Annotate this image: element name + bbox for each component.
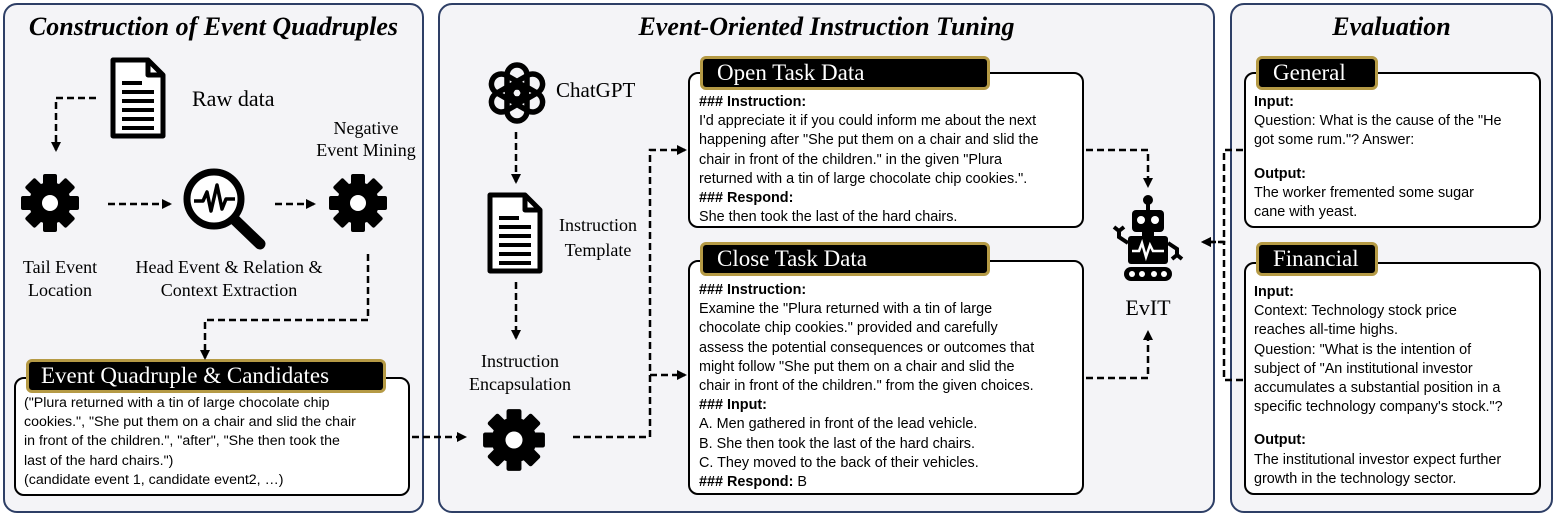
arrow-raw-to-tail [56, 98, 96, 150]
close-instruction-line-5: chair in front of the children." from the given choices. [699, 378, 1034, 395]
financial-output-line-2: growth in the technology sector. [1254, 470, 1457, 487]
instruction-template-label-1: Instruction [559, 215, 637, 235]
quad-line-5: (candidate event 1, candidate event2, …) [24, 471, 284, 488]
construction-title: Construction of Event Quadruples [28, 12, 399, 41]
tail-event-label-2: Location [28, 280, 92, 300]
instruction-tuning-title: Event-Oriented Instruction Tuning [638, 12, 1015, 41]
negative-mining-label-1: Negative [333, 118, 399, 138]
close-option-c: C. They moved to the back of their vehicles. [699, 454, 979, 471]
financial-input-line-1: Context: Technology stock price [1254, 303, 1457, 320]
financial-input-line-5: accumulates a substantial position in a [1254, 380, 1501, 397]
tail-event-label-1: Tail Event [22, 257, 98, 277]
negative-mining-label-2: Event Mining [316, 140, 416, 160]
encapsulation-label-1: Instruction [481, 351, 559, 371]
financial-output-label: Output: [1254, 432, 1306, 449]
general-input-line-1: Question: What is the cause of the "He [1254, 113, 1502, 130]
close-option-a: A. Men gathered in front of the lead vehicle. [699, 416, 978, 433]
quad-line-3: in front of the children.", "after", "She then took the [24, 433, 340, 450]
financial-output-line-1: The institutional investor expect further [1254, 451, 1502, 468]
arrow-encapsulation-to-open [573, 150, 685, 437]
chatgpt-label: ChatGPT [556, 78, 636, 102]
general-output-line-1: The worker fremented some sugar [1254, 184, 1474, 201]
arrow-close-to-evit [1086, 332, 1148, 378]
close-option-b: B. She then took the last of the hard chairs. [699, 435, 975, 452]
quad-line-1: ("Plura returned with a tin of large chocolate chip [24, 395, 330, 411]
general-output-line-2: cane with yeast. [1254, 204, 1358, 221]
evaluation-title: Evaluation [1332, 12, 1451, 41]
evit-label: EvIT [1125, 295, 1171, 320]
close-instruction-line-3: assess the potential consequences or outcomes that [699, 339, 1035, 356]
financial-input-line-4: subject of "An institutional investor [1254, 360, 1473, 377]
open-task-header: Open Task Data [700, 56, 990, 90]
general-input-line-2: got some rum."? Answer: [1254, 132, 1415, 149]
financial-input-line-2: reaches all-time highs. [1254, 322, 1398, 339]
open-instruction-line-1: I'd appreciate it if you could inform me about the next [699, 113, 1037, 130]
close-respond-label: ### Respond: [699, 474, 794, 491]
close-input-label: ### Input: [699, 397, 767, 414]
head-event-label-2: Context Extraction [160, 280, 298, 300]
close-task-header: Close Task Data [700, 242, 990, 276]
open-instruction-line-3: chair in front of the children." in the given "Plura [699, 151, 1002, 168]
event-quadruple-header: Event Quadruple & Candidates [26, 359, 386, 393]
arrow-general-to-evit [1203, 150, 1243, 242]
open-instruction-line-2: happening after "She put them on a chair and slid the [699, 132, 1039, 149]
close-instruction-label: ### Instruction: [699, 282, 807, 298]
general-input-label: Input: [1254, 94, 1294, 110]
financial-input-label: Input: [1254, 284, 1294, 300]
arrow-open-to-evit [1086, 150, 1148, 186]
instruction-template-label-2: Template [564, 240, 632, 260]
open-instruction-line-4: returned with a tin of large chocolate chip cookies.". [699, 170, 1028, 187]
quad-line-4: last of the hard chairs.") [24, 452, 174, 469]
open-instruction-label: ### Instruction: [699, 94, 807, 110]
open-respond-text: She then took the last of the hard chairs. [699, 209, 958, 226]
arrow-negative-to-quad [205, 254, 368, 358]
encapsulation-label-2: Encapsulation [469, 374, 571, 394]
quad-line-2: cookies.", "She put them on a chair and slid the chair [24, 414, 356, 431]
close-instruction-line-2: chocolate chip cookies." provided and carefully [699, 320, 998, 337]
open-respond-label: ### Respond: [699, 190, 794, 207]
financial-header: Financial [1256, 242, 1378, 276]
financial-input-line-6: specific technology company's stock."? [1254, 399, 1503, 416]
close-instruction-line-4: might follow "She put them on a chair and slid the [699, 358, 1015, 375]
general-output-label: Output: [1254, 165, 1306, 182]
financial-input-line-3: Question: "What is the intention of [1254, 341, 1472, 358]
close-respond-text: B [793, 474, 807, 491]
close-instruction-line-1: Examine the "Plura returned with a tin of large [699, 301, 993, 318]
general-header: General [1256, 56, 1378, 90]
head-event-label-1: Head Event & Relation & [135, 257, 323, 277]
raw-data-label: Raw data [192, 86, 275, 111]
arrow-financial-to-evit [1203, 242, 1243, 380]
